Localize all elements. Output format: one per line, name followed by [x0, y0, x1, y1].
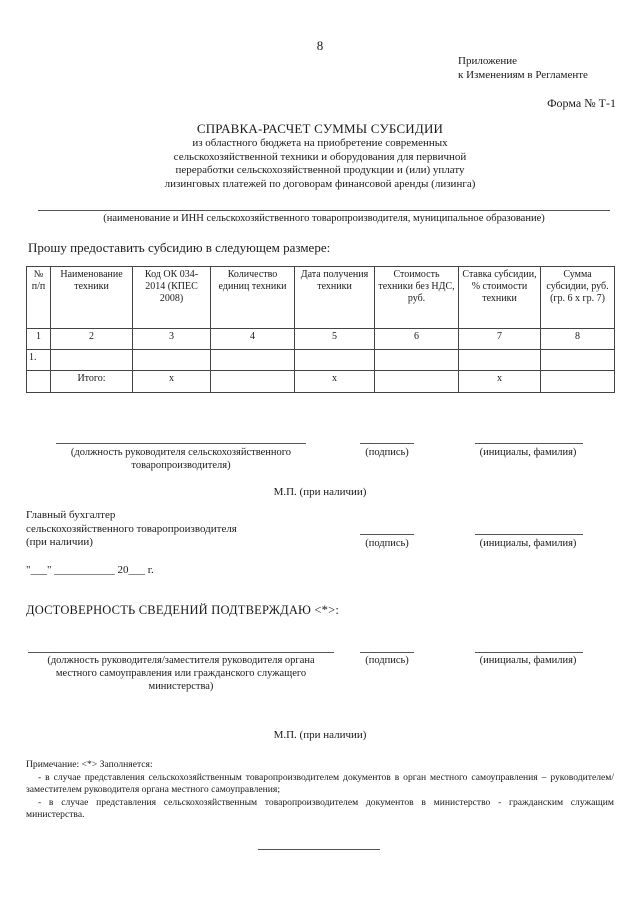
column-header: Код ОК 034-2014 (КПЕС 2008): [133, 267, 211, 329]
total-x-rate: х: [459, 371, 541, 393]
column-header: Стоимость техники без НДС, руб.: [375, 267, 459, 329]
table-cell[interactable]: [375, 350, 459, 371]
head-name-line[interactable]: [475, 443, 583, 444]
table-cell[interactable]: [541, 371, 615, 393]
column-number: 6: [375, 329, 459, 350]
accountant-label: [26, 509, 237, 550]
head-name-caption: (инициалы, фамилия): [479, 447, 577, 458]
accountant-name-caption: (инициалы, фамилия): [479, 538, 577, 549]
table-cell[interactable]: [295, 350, 375, 371]
confirm-heading: ДОСТОВЕРНОСТЬ СВЕДЕНИЙ ПОДТВЕРЖДАЮ <*>:: [26, 603, 340, 617]
note-item: - в случае представления сельскохозяйственным товаропроизводителем документов в орган местного самоуправления – руководителем/заместителем руководителя органа местного самоуправления;: [26, 771, 614, 795]
stamp-placeholder: М.П. (при наличии): [273, 729, 367, 741]
form-number: Форма № Т-1: [547, 96, 616, 110]
request-text: Прошу предоставить субсидию в следующем размере:: [28, 240, 331, 255]
column-header: Наименование техники: [51, 267, 133, 329]
row-number: 1.: [27, 350, 51, 371]
official-position-line[interactable]: [28, 652, 334, 653]
accountant-line: Главный бухгалтер: [26, 509, 116, 521]
date-field[interactable]: "___" ___________ 20___ г.: [26, 564, 154, 576]
appendix-line: к Изменениям в Регламенте: [458, 69, 588, 81]
note-item: - в случае представления сельскохозяйственным товаропроизводителем документов в министерство - гражданским служащим министерства.: [26, 796, 614, 820]
official-position-caption: (должность руководителя/заместителя руководителя органа местного самоуправления или гражданского служащего министерства): [47, 655, 315, 692]
total-row: [27, 371, 615, 393]
total-label: Итого:: [51, 371, 133, 393]
note-title: Примечание: <*> Заполняется:: [26, 759, 153, 770]
total-x-date: х: [295, 371, 375, 393]
title-block: [120, 121, 520, 191]
column-header: Количество единиц техники: [211, 267, 295, 329]
page-number: 8: [316, 38, 324, 53]
column-number: 2: [51, 329, 133, 350]
appendix-line: Приложение: [458, 55, 518, 67]
total-x-code: х: [133, 371, 211, 393]
column-number: 5: [295, 329, 375, 350]
document-title: СПРАВКА-РАСЧЕТ СУММЫ СУБСИДИИ: [196, 121, 444, 136]
accountant-line: (при наличии): [26, 536, 93, 548]
document-subtitle-line: переработки сельскохозяйственной продукции и (или) уплату: [175, 164, 465, 177]
official-name-line[interactable]: [475, 652, 583, 653]
table-cell[interactable]: [211, 371, 295, 393]
table-cell[interactable]: [375, 371, 459, 393]
column-number-row: [27, 329, 615, 350]
subsidy-table: [26, 266, 615, 393]
column-number: 7: [459, 329, 541, 350]
head-position-line[interactable]: [56, 443, 306, 444]
accountant-line: сельскохозяйственного товаропроизводителя: [26, 522, 237, 535]
table-cell[interactable]: [51, 350, 133, 371]
accountant-name-line[interactable]: [475, 534, 583, 535]
column-header: Сумма субсидии, руб. (гр. 6 х гр. 7): [541, 267, 615, 329]
column-number: 8: [541, 329, 615, 350]
table-cell[interactable]: [541, 350, 615, 371]
column-number: 3: [133, 329, 211, 350]
accountant-signature-line[interactable]: [360, 534, 414, 535]
head-signature-caption: (подпись): [365, 447, 409, 458]
official-signature-caption: (подпись): [365, 655, 409, 666]
stamp-placeholder: М.П. (при наличии): [273, 486, 367, 498]
appendix-note: [458, 54, 588, 82]
column-number: 1: [27, 329, 51, 350]
official-signature-line[interactable]: [360, 652, 414, 653]
head-signature-line[interactable]: [360, 443, 414, 444]
accountant-signature-caption: (подпись): [365, 538, 409, 549]
column-number: 4: [211, 329, 295, 350]
producer-line[interactable]: [38, 210, 610, 211]
producer-caption: (наименование и ИНН сельскохозяйственного товаропроизводителя, муниципальное образование): [103, 213, 545, 224]
table-cell[interactable]: [459, 350, 541, 371]
table-cell: [27, 371, 51, 393]
document-subtitle-line: сельскохозяйственной техники и оборудования для первичной: [173, 150, 467, 163]
table-row: [27, 350, 615, 371]
column-header: № п/п: [27, 267, 51, 329]
note-block: [26, 759, 614, 822]
column-header: Дата получения техники: [295, 267, 375, 329]
footer-divider: [258, 849, 380, 850]
head-position-caption: (должность руководителя сельскохозяйственного товаропроизводителя): [70, 447, 292, 471]
document-subtitle-line: из областного бюджета на приобретение современных: [192, 137, 448, 149]
table-cell[interactable]: [211, 350, 295, 371]
column-header: Ставка субсидии, % стоимости техники: [459, 267, 541, 329]
table-header-row: [27, 267, 615, 329]
table-cell[interactable]: [133, 350, 211, 371]
official-name-caption: (инициалы, фамилия): [479, 655, 577, 666]
document-subtitle-line: лизинговых платежей по договорам финансовой аренды (лизинга): [164, 177, 476, 190]
